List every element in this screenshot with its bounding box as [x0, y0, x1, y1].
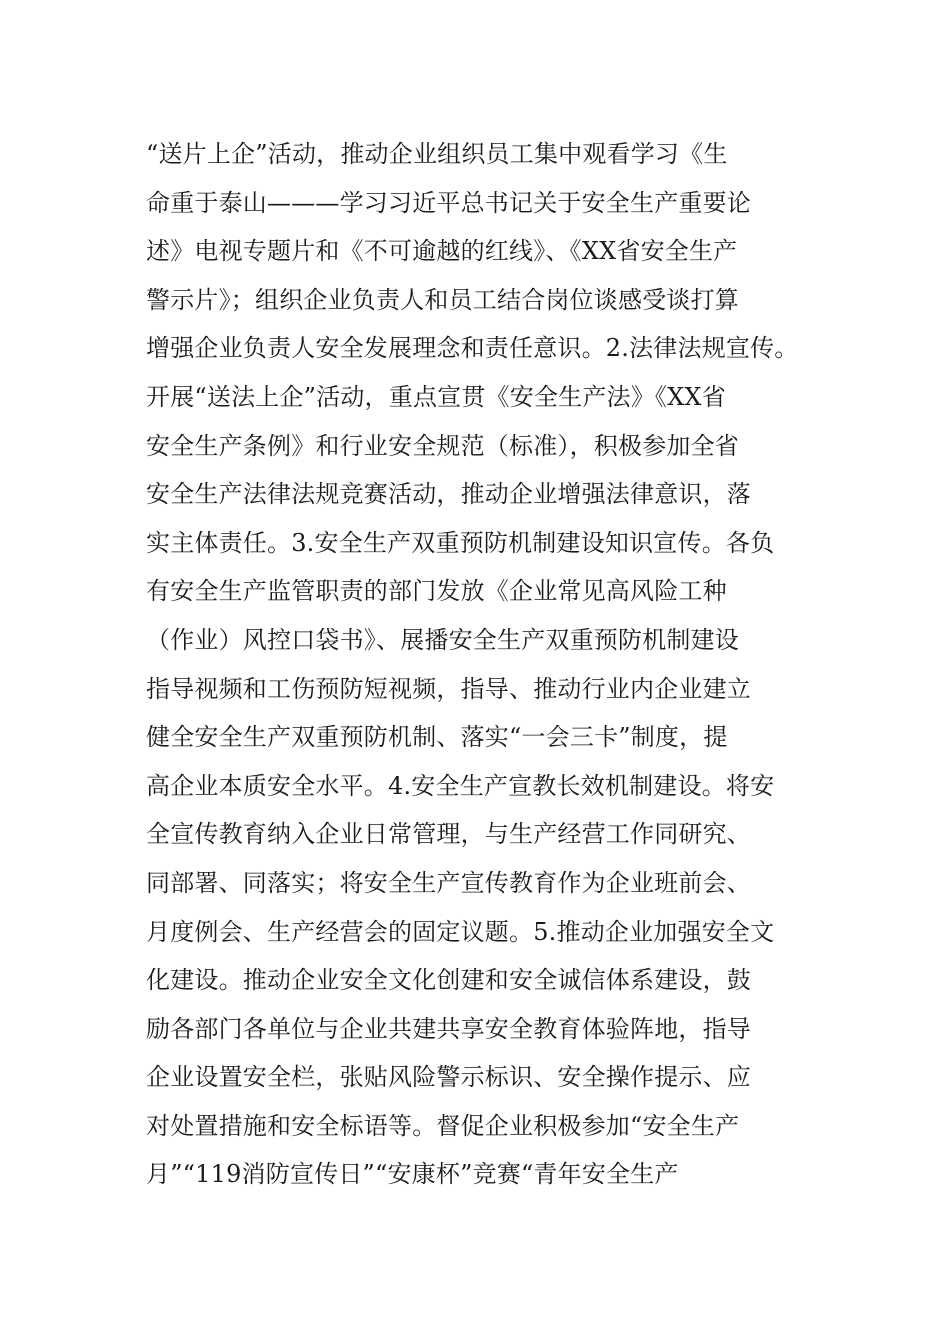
text-line: 全宣传教育纳入企业日常管理，与生产经营工作同研究、 — [146, 820, 751, 849]
text-line: 月度例会、生产经营会的固定议题。5.推动企业加强安全文 — [146, 917, 775, 946]
text-line: 同部署、同落实；将安全生产宣传教育作为企业班前会、 — [146, 868, 751, 897]
text-line: 高企业本质安全水平。4.安全生产宣教长效机制建设。将安 — [146, 771, 775, 800]
text-line: 开展“送法上企”活动，重点宣贯《安全生产法》《XX省 — [146, 382, 726, 411]
text-line: 对处置措施和安全标语等。督促企业积极参加“安全生产 — [146, 1111, 740, 1140]
text-line: 安全生产条例》和行业安全规范（标准），积极参加全省 — [146, 431, 739, 460]
text-line: 化建设。推动企业安全文化创建和安全诚信体系建设，鼓 — [146, 966, 751, 995]
text-line: “送片上企”活动，推动企业组织员工集中观看学习《生 — [146, 140, 728, 168]
text-line: 励各部门各单位与企业共建共享安全教育体验阵地，指导 — [146, 1014, 751, 1043]
text-line: 实主体责任。3.安全生产双重预防机制建设知识宣传。各负 — [146, 528, 775, 557]
body-paragraph — [146, 130, 818, 1199]
text-line: 企业设置安全栏，张贴风险警示标识、安全操作提示、应 — [146, 1063, 751, 1092]
text-line: 命重于泰山———学习习近平总书记关于安全生产重要论 — [146, 188, 751, 217]
text-line: 警示片》；组织企业负责人和员工结合岗位谈感受谈打算 — [146, 285, 739, 314]
text-line: 有安全生产监管职责的部门发放《企业常见高风险工种 — [146, 577, 727, 606]
text-line: 健全安全生产双重预防机制、落实“一会三卡”制度，提 — [146, 723, 728, 752]
text-line: 增强企业负责人安全发展理念和责任意识。2.法律法规宣传。 — [146, 334, 799, 363]
text-line: 月”“119消防宣传日”“安康杯”竞赛“青年安全生产 — [146, 1160, 679, 1189]
text-line: 安全生产法律法规竞赛活动，推动企业增强法律意识，落 — [146, 480, 751, 509]
text-line: （作业）风控口袋书》、展播安全生产双重预防机制建设 — [146, 625, 739, 654]
text-line: 指导视频和工伤预防短视频，指导、推动行业内企业建立 — [146, 674, 751, 703]
text-line: 述》电视专题片和《不可逾越的红线》、《XX省安全生产 — [146, 237, 738, 266]
